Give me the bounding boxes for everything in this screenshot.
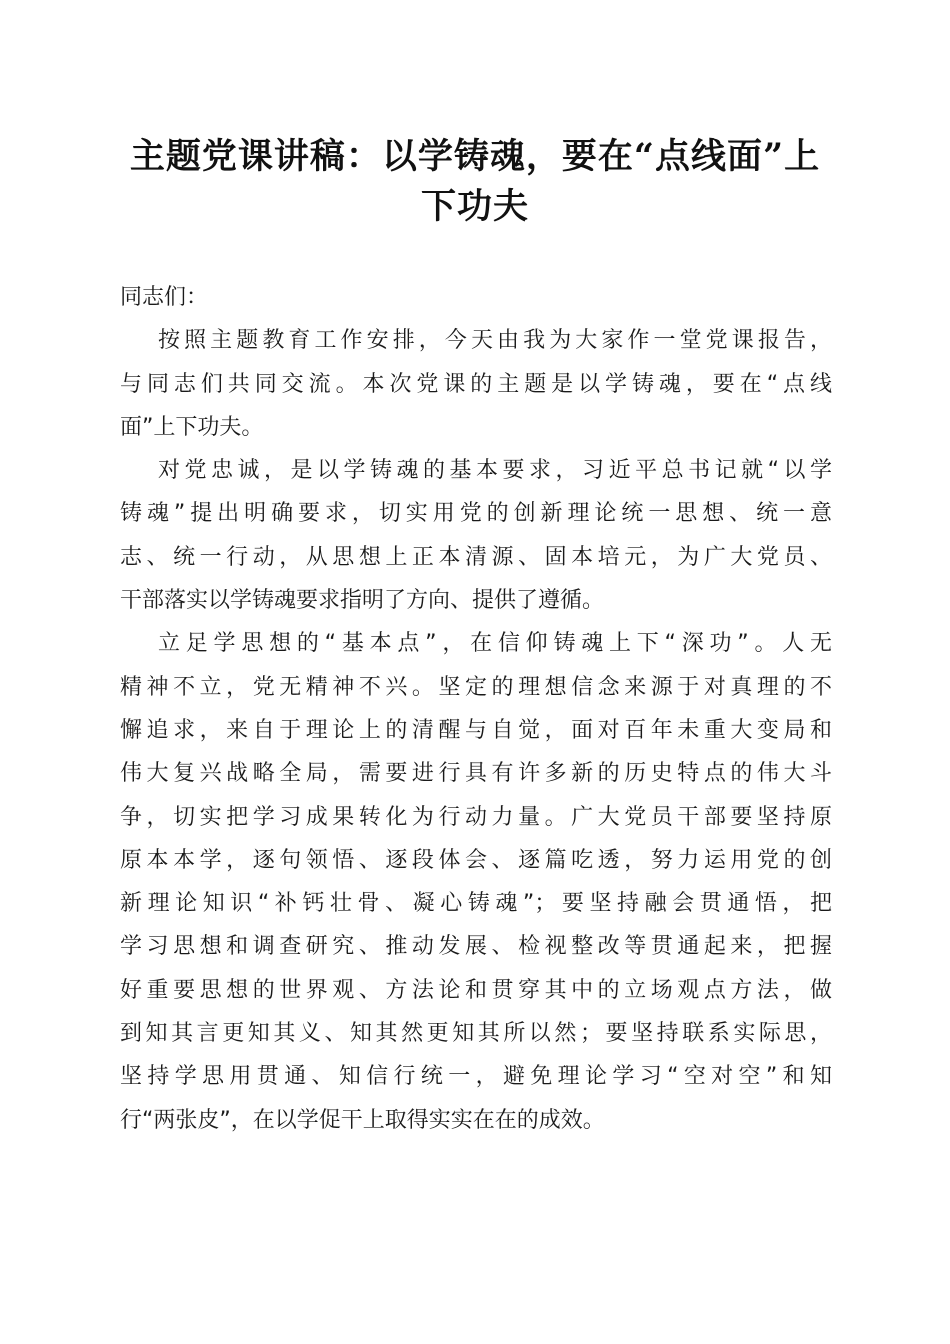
paragraph-line: 铸魂”提出明确要求，切实用党的创新理论统一思想、统一意 <box>120 501 832 527</box>
paragraph-line: 坚持学思用贯通、知信行统一，避免理论学习“空对空”和知 <box>120 1064 832 1090</box>
document-title <box>110 132 840 232</box>
paragraph-line: 懈追求，来自于理论上的清醒与自觉，面对百年未重大变局和 <box>120 717 832 743</box>
paragraph-line: 争，切实把学习成果转化为行动力量。广大党员干部要坚持原 <box>120 804 832 830</box>
greeting: 同志们： <box>120 285 209 310</box>
paragraph-line: 与同志们共同交流。本次党课的主题是以学铸魂，要在“点线 <box>120 371 832 397</box>
paragraph-line: 好重要思想的世界观、方法论和贯穿其中的立场观点方法，做 <box>120 977 832 1003</box>
paragraph-line: 立足学思想的“基本点”，在信仰铸魂上下“深功”。人无 <box>158 631 832 657</box>
paragraph-line: 伟大复兴战略全局，需要进行具有许多新的历史特点的伟大斗 <box>120 761 832 787</box>
paragraph-line: 对党忠诚，是以学铸魂的基本要求，习近平总书记就“以学 <box>158 458 832 484</box>
paragraph-line: 学习思想和调查研究、推动发展、检视整改等贯通起来，把握 <box>120 934 832 960</box>
paragraph-line: 精神不立，党无精神不兴。坚定的理想信念来源于对真理的不 <box>120 674 832 700</box>
paragraph-line: 原本本学，逐句领悟、逐段体会、逐篇吃透，努力运用党的创 <box>120 847 832 873</box>
paragraph-line: 志、统一行动，从思想上正本清源、固本培元，为广大党员、 <box>120 544 832 570</box>
paragraph-line: 干部落实以学铸魂要求指明了方向、提供了遵循。 <box>120 588 605 614</box>
paragraph-line: 面”上下功夫。 <box>120 414 264 440</box>
paragraph-line: 按照主题教育工作安排，今天由我为大家作一堂党课报告， <box>158 328 832 354</box>
document-body <box>120 276 832 1142</box>
title-line-2: 下功夫 <box>420 186 529 227</box>
paragraph-2 <box>120 449 832 622</box>
paragraph-line: 行“两张皮”，在以学促干上取得实实在在的成效。 <box>120 1107 605 1133</box>
paragraph-3 <box>120 622 832 1142</box>
paragraph-line: 新理论知识“补钙壮骨、凝心铸魂”；要坚持融会贯通悟，把 <box>120 891 832 917</box>
paragraph-1 <box>120 319 832 449</box>
paragraph-line: 到知其言更知其义、知其然更知其所以然；要坚持联系实际思， <box>120 1021 832 1047</box>
title-line-1: 主题党课讲稿：以学铸魂，要在“点线面”上 <box>129 136 821 177</box>
